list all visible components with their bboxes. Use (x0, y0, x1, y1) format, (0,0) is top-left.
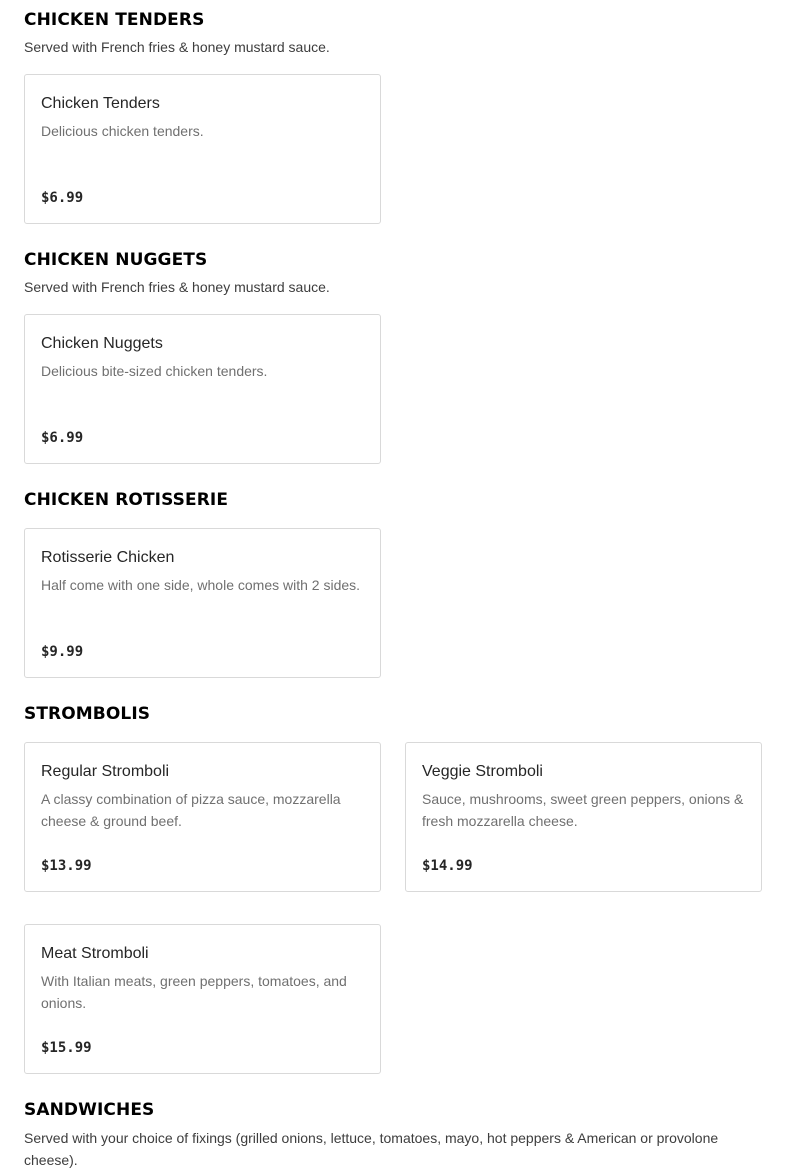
menu-item-name: Veggie Stromboli (422, 763, 543, 780)
section-description: Served with your choice of fixings (grilled onions, lettuce, tomatoes, mayo, hot peppers & American or provolone cheese). (24, 1130, 719, 1168)
section-title: CHICKEN NUGGETS (24, 250, 208, 270)
section-title: SANDWICHES (24, 1100, 155, 1120)
menu-item-card[interactable] (24, 314, 381, 464)
menu-item-description: With Italian meats, green peppers, tomatoes, and onions. (41, 973, 347, 1011)
menu-item-name: Chicken Nuggets (41, 335, 163, 352)
menu-item-card[interactable] (24, 74, 381, 224)
menu-item-name: Chicken Tenders (41, 95, 160, 112)
menu-section-chicken-nuggets (24, 250, 761, 464)
menu-item-grid (24, 314, 761, 464)
menu-item-name: Meat Stromboli (41, 945, 149, 962)
menu-item-grid (24, 74, 761, 224)
section-description: Served with French fries & honey mustard sauce. (24, 279, 330, 295)
menu-item-card[interactable] (24, 924, 381, 1074)
menu-section-chicken-rotisserie (24, 490, 761, 678)
menu-item-price: $6.99 (41, 190, 84, 206)
menu-item-card[interactable] (405, 742, 762, 892)
menu-item-description: Sauce, mushrooms, sweet green peppers, onions & fresh mozzarella cheese. (422, 791, 744, 829)
menu-item-name: Rotisserie Chicken (41, 549, 175, 566)
menu-item-description: Delicious bite-sized chicken tenders. (41, 363, 268, 379)
section-title: CHICKEN TENDERS (24, 10, 205, 30)
menu-item-description: Delicious chicken tenders. (41, 123, 204, 139)
section-description: Served with French fries & honey mustard sauce. (24, 39, 330, 55)
menu-section-strombolis (24, 704, 761, 1074)
menu-item-price: $6.99 (41, 430, 84, 446)
section-title: STROMBOLIS (24, 704, 151, 724)
section-title: CHICKEN ROTISSERIE (24, 490, 229, 510)
menu-item-price: $15.99 (41, 1040, 92, 1056)
menu-item-price: $14.99 (422, 858, 473, 874)
menu-item-card[interactable] (24, 528, 381, 678)
menu-item-grid (24, 742, 761, 1074)
menu-section-chicken-tenders (24, 10, 761, 224)
menu-item-name: Regular Stromboli (41, 763, 170, 780)
menu-item-card[interactable] (24, 742, 381, 892)
menu-item-grid (24, 528, 761, 678)
menu-item-price: $13.99 (41, 858, 92, 874)
menu-section-sandwiches (24, 1100, 761, 1171)
menu-item-description: A classy combination of pizza sauce, mozzarella cheese & ground beef. (41, 791, 341, 829)
menu-item-description: Half come with one side, whole comes with 2 sides. (41, 577, 361, 593)
menu-item-price: $9.99 (41, 644, 84, 660)
